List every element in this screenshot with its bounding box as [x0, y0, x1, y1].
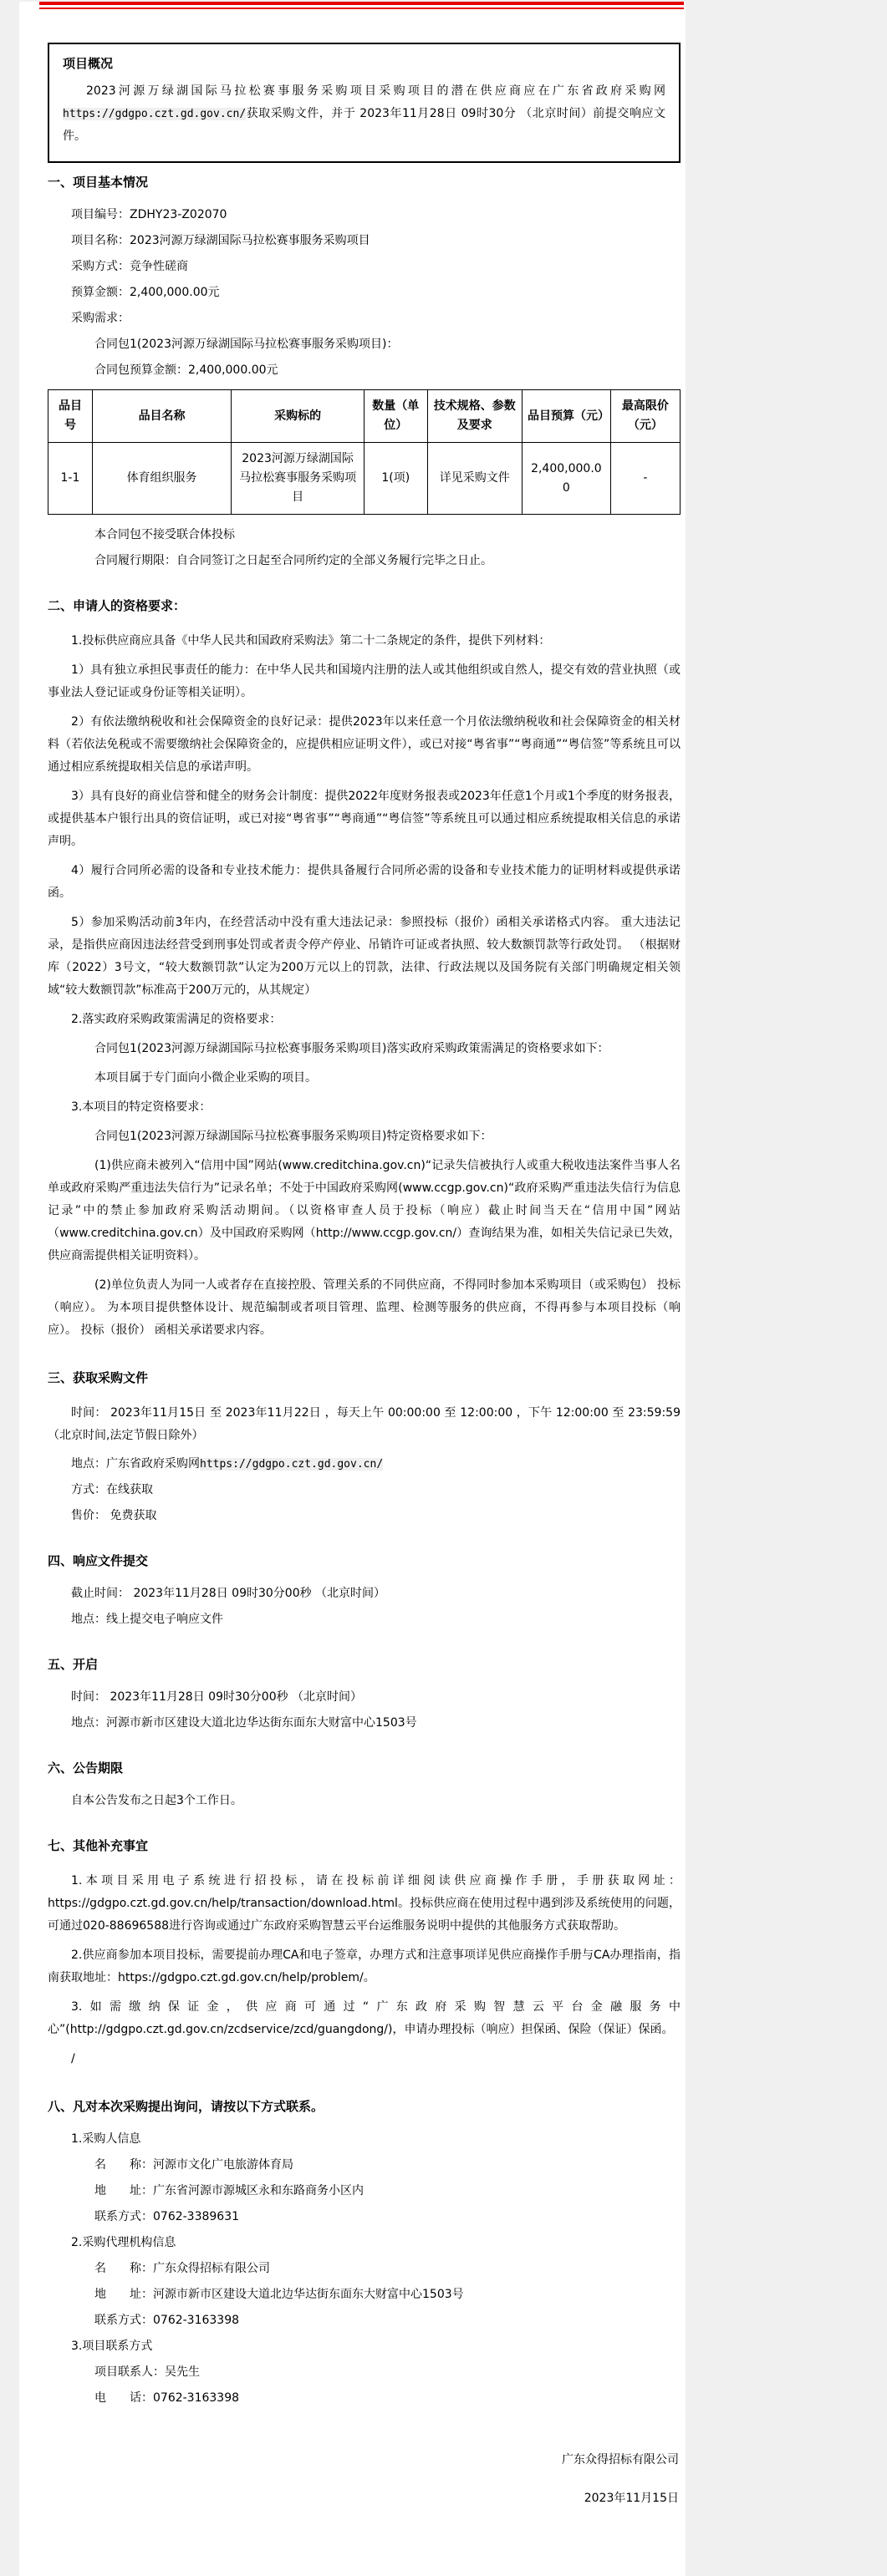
- purchaser-name: 名 称：河源市文化广电旅游体育局: [94, 2158, 293, 2172]
- project-overview-box: [48, 43, 681, 163]
- doc-access-place-url: https://gdgpo.czt.gd.gov.cn/: [200, 1458, 384, 1471]
- overview-intro-suffix: 获取采购文件，并于 2023年11月28日 09时30分 （北京时间）前提交响应文件。: [63, 107, 665, 143]
- col-target: 采购标的: [232, 390, 364, 443]
- section-heading-doc-access: 三、获取采购文件: [48, 1370, 149, 1385]
- overview-title: 项目概况: [63, 56, 114, 71]
- col-cap: 最高限价（元）: [610, 390, 680, 443]
- signature-date: 2023年11月15日: [584, 2492, 679, 2505]
- section-contact: [48, 2097, 681, 2407]
- project-contact-title: 3.项目联系方式: [71, 2340, 153, 2353]
- cell-budget: 2,400,000.00: [522, 443, 610, 515]
- project-contact-person: 项目联系人：吴先生: [94, 2365, 200, 2379]
- other-paragraph: 1.本项目采用电子系统进行招投标，请在投标前详细阅读供应商操作手册，手册获取网址：https://gdgpo.czt.gd.gov.cn/help/transaction/download.html。投标供应商在使用过程中遇到涉及系统使用的问题，可通过020-88696588进行咨询或通过广东政府采购智慧云平台运维服务说明中提供的其他服务方式获取帮助。: [48, 1874, 681, 1933]
- section-submission: [48, 1552, 681, 1628]
- col-item-name: 品目名称: [92, 390, 231, 443]
- announcement-page: [19, 2, 686, 2576]
- purchaser-address: 地 址：广东省河源市源城区永和东路商务小区内: [94, 2184, 364, 2197]
- items-table-row: [48, 443, 681, 515]
- field-method: 采购方式：竞争性磋商: [71, 260, 188, 273]
- cell-item-name: 体育组织服务: [92, 443, 231, 515]
- signature-company: 广东众得招标有限公司: [562, 2453, 679, 2467]
- qualification-paragraph: 合同包1(2023河源万绿湖国际马拉松赛事服务采购项目)落实政府采购政策需满足的资格要求如下：: [94, 1042, 609, 1055]
- cell-item-no: 1-1: [48, 443, 93, 515]
- field-package-budget: 合同包预算金额：2,400,000.00元: [94, 363, 278, 377]
- section-heading-opening: 五、开启: [48, 1657, 99, 1672]
- section-heading-qualification: 二、申请人的资格要求：: [48, 598, 186, 613]
- submission-place: 地点：线上提交电子响应文件: [71, 1613, 223, 1626]
- purchaser-info-title: 1.采购人信息: [71, 2132, 141, 2146]
- cell-spec: 详见采购文件: [427, 443, 522, 515]
- col-item-no: 品目号: [48, 390, 93, 443]
- agency-name: 名 称：广东众得招标有限公司: [94, 2262, 270, 2275]
- qualification-paragraph: 合同包1(2023河源万绿湖国际马拉松赛事服务采购项目)特定资格要求如下：: [94, 1130, 492, 1143]
- field-project-no: 项目编号：ZDHY23-Z02070: [71, 208, 227, 221]
- opening-time: 时间： 2023年11月28日 09时30分00秒 （北京时间）: [71, 1690, 363, 1704]
- qualification-paragraph: 5）参加采购活动前3年内，在经营活动中没有重大违法记录：参照投标（报价）函相关承诺格式内容。 重大违法记录，是指供应商因违法经营受到刑事处罚或者责令停产停业、吊销许可证或者执照、较大数额罚款等行政处罚。 （根据财库（2022）3号文，“较大数额罚款”认定为200万元以上的罚款，法律、行政法规以及国务院有关部门明确规定相关领域“较大数额罚款”标准高于200万元的，从其规定）: [48, 916, 681, 997]
- other-paragraph: 3.如需缴纳保证金，供应商可通过“广东政府采购智慧云平台金融服务中心”(http://gdgpo.czt.gd.gov.cn/zcdservice/zcd/guangdong/)，申请办理投标（响应）担保函、保险（保证）保函。: [48, 2000, 681, 2036]
- purchaser-phone: 联系方式：0762-3389631: [94, 2210, 240, 2223]
- signature-block: [48, 2441, 681, 2518]
- section-heading-contact: 八、凡对本次采购提出询问，请按以下方式联系。: [48, 2099, 324, 2114]
- notice-period-text: 自本公告发布之日起3个工作日。: [71, 1794, 242, 1807]
- section-opening: [48, 1655, 681, 1732]
- items-table: [48, 389, 681, 515]
- project-contact-phone: 电 话：0762-3163398: [94, 2391, 240, 2405]
- agency-address: 地 址：河源市新市区建设大道北边华达街东面东大财富中心1503号: [94, 2288, 464, 2301]
- doc-access-place-label: 地点：广东省政府采购网: [71, 1457, 200, 1471]
- section-heading-notice-period: 六、公告期限: [48, 1761, 124, 1776]
- col-budget: 品目预算（元）: [522, 390, 610, 443]
- overview-intro-prefix: 2023河源万绿湖国际马拉松赛事服务采购项目采购项目的潜在供应商应在广东省政府采购网: [86, 84, 665, 98]
- cell-qty: 1(项): [364, 443, 427, 515]
- items-table-header-row: [48, 390, 681, 443]
- field-project-name: 项目名称：2023河源万绿湖国际马拉松赛事服务采购项目: [71, 234, 370, 247]
- qualification-paragraph: 3）具有良好的商业信誉和健全的财务会计制度：提供2022年度财务报表或2023年任意1个月或1个季度的财务报表，或提供基本户银行出具的资信证明，或已对接“粤省事”“粤商通”“粤信签”等系统且可以通过相应系统提取相关信息的承诺声明。: [48, 790, 681, 848]
- qualification-paragraph: 2）有依法缴纳税收和社会保障资金的良好记录：提供2023年以来任意一个月依法缴纳税收和社会保障资金的相关材料（若依法免税或不需要缴纳社会保障资金的，应提供相应证明文件），或已对接“粤省事”“粤商通”“粤信签”等系统且可以通过相应系统提取相关信息的承诺声明。: [48, 715, 681, 774]
- col-qty: 数量（单位）: [364, 390, 427, 443]
- section-qualification: [48, 597, 681, 1342]
- section-doc-access: [48, 1369, 681, 1525]
- opening-place: 地点：河源市新市区建设大道北边华达街东面东大财富中心1503号: [71, 1716, 417, 1730]
- section-heading-submission: 四、响应文件提交: [48, 1553, 149, 1568]
- section-other: [48, 1837, 681, 2070]
- submission-deadline: 截止时间： 2023年11月28日 09时30分00秒 （北京时间）: [71, 1587, 386, 1600]
- field-package-line: 合同包1(2023河源万绿湖国际马拉松赛事服务采购项目)：: [94, 338, 399, 351]
- qualification-paragraph: 4）履行合同所必需的设备和专业技术能力：提供具备履行合同所必需的设备和专业技术能力的证明材料或提供承诺函。: [48, 864, 681, 900]
- other-paragraph: 2.供应商参加本项目投标，需要提前办理CA和电子签章，办理方式和注意事项详见供应商操作手册与CA办理指南，指南获取地址：https://gdgpo.czt.gd.gov.cn/help/problem/。: [48, 1949, 681, 1984]
- doc-access-time: 时间： 2023年11月15日 至 2023年11月22日 ，每天上午 00:00:00 至 12:00:00 ，下午 12:00:00 至 23:59:59（北京时间,法定节假日除外）: [48, 1406, 681, 1442]
- doc-access-price: 售价： 免费获取: [71, 1509, 157, 1522]
- doc-access-method: 方式：在线获取: [71, 1483, 153, 1496]
- col-spec: 技术规格、参数及要求: [427, 390, 522, 443]
- qualification-paragraph: 1.投标供应商应具备《中华人民共和国政府采购法》第二十二条规定的条件，提供下列材料：: [71, 634, 551, 648]
- note-no-consortium: 本合同包不接受联合体投标: [94, 528, 235, 541]
- overview-text: [63, 80, 665, 148]
- procurement-site-url: https://gdgpo.czt.gd.gov.cn/: [63, 108, 247, 120]
- cell-target: 2023河源万绿湖国际马拉松赛事服务采购项目: [232, 443, 364, 515]
- qualification-paragraph: 3.本项目的特定资格要求：: [71, 1100, 212, 1114]
- qualification-paragraph: 1）具有独立承担民事责任的能力：在中华人民共和国境内注册的法人或其他组织或自然人，提交有效的营业执照（或事业法人登记证或身份证等相关证明）。: [48, 663, 681, 699]
- qualification-paragraph: (1)供应商未被列入“信用中国”网站(www.creditchina.gov.cn)“记录失信被执行人或重大税收违法案件当事人名单或政府采购严重违法失信行为”记录名单；不处于中国政府采购网(www.ccgp.gov.cn)“政府采购严重违法失信行为信息记录”中的禁止参加政府采购活动期间。（以资格审查人员于投标（响应）截止时间当天在“信用中国”网站（www.creditchina.gov.cn）及中国政府采购网（http://www.ccgp.gov.cn/）查询结果为准，如相关失信记录已失效，供应商需提供相关证明资料）。: [48, 1159, 681, 1263]
- agency-phone: 联系方式：0762-3163398: [94, 2314, 240, 2327]
- section-heading-other: 七、其他补充事宜: [48, 1838, 149, 1853]
- qualification-paragraph: (2)单位负责人为同一人或者存在直接控股、管理关系的不同供应商，不得同时参加本采购项目（或采购包） 投标（响应）。 为本项目提供整体设计、规范编制或者项目管理、监理、检测等服务的供应商，不得再参与本项目投标（响应）。 投标（报价） 函相关承诺要求内容。: [48, 1278, 681, 1337]
- field-budget: 预算金额：2,400,000.00元: [71, 286, 220, 299]
- qualification-paragraph: 2.落实政府采购政策需满足的资格要求：: [71, 1013, 282, 1026]
- section-notice-period: [48, 1759, 681, 1810]
- agency-info-title: 2.采购代理机构信息: [71, 2236, 176, 2249]
- top-red-rule-thick: [39, 2, 684, 5]
- top-red-rule-thin: [39, 8, 684, 9]
- qualification-paragraph: 本项目属于专门面向小微企业采购的项目。: [94, 1071, 317, 1085]
- note-contract-term: 合同履行期限：自合同签订之日起至合同所约定的全部义务履行完毕之日止。: [94, 554, 492, 567]
- doc-access-place: [48, 1456, 681, 1473]
- announcement-content: [39, 43, 684, 2518]
- other-paragraph-slash: /: [71, 2052, 75, 2065]
- cell-cap: -: [610, 443, 680, 515]
- section-heading-basic-info: 一、项目基本情况: [48, 175, 149, 190]
- section-basic-info: [48, 173, 681, 570]
- field-demand-label: 采购需求：: [71, 312, 130, 325]
